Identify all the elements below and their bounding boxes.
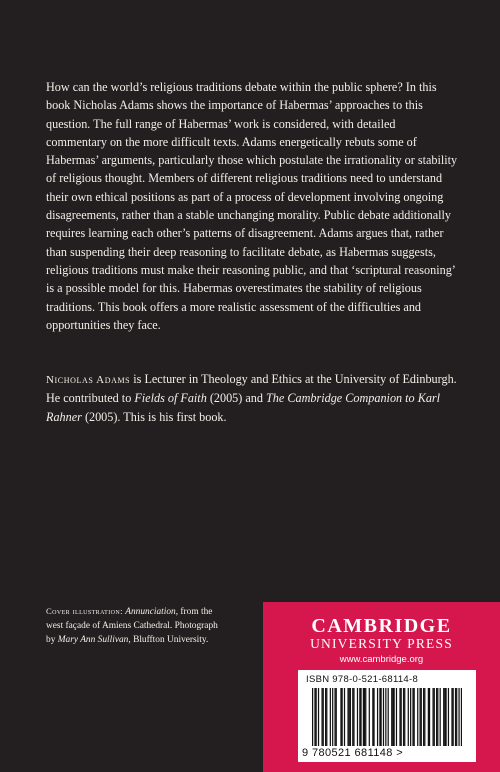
cover-illustration-credit: [46, 604, 226, 647]
barcode-bar: [423, 688, 424, 746]
barcode-bar: [365, 688, 366, 746]
author-work-2: The Cambridge Companion to Karl Rahner: [46, 391, 441, 424]
barcode-bar: [391, 688, 392, 746]
barcode-bar: [455, 688, 456, 746]
barcode-bar: [437, 688, 438, 746]
publisher-press: UNIVERSITY PRESS: [310, 636, 453, 651]
barcode-box: [298, 670, 476, 762]
barcode-bar: [372, 688, 373, 746]
credit-text-1: , from the west façade of Amiens Cathedral. Photograph by: [46, 607, 218, 645]
barcode-bar: [421, 688, 422, 746]
barcode-bar: [412, 688, 413, 746]
barcode-bar: [404, 688, 405, 746]
barcode-bar: [394, 688, 395, 746]
barcode-bar: [373, 688, 374, 746]
author-bio: [46, 370, 458, 426]
barcode-bar: [325, 688, 326, 746]
barcode-bar: [448, 688, 449, 746]
barcode-bar: [379, 688, 380, 746]
barcode-bar: [314, 688, 315, 746]
barcode-bar: [357, 688, 358, 746]
author-name: Nicholas Adams: [46, 374, 131, 386]
barcode-bar: [353, 688, 354, 746]
barcode-bar: [396, 688, 397, 746]
credit-label: Cover illustration:: [46, 606, 123, 616]
barcode-bar: [392, 688, 393, 746]
barcode-bar: [321, 688, 322, 746]
barcode-bar: [410, 688, 411, 746]
barcode-bar: [359, 688, 360, 746]
barcode-bar: [383, 688, 384, 746]
barcode-bar: [340, 688, 341, 746]
barcode-bar: [344, 688, 345, 746]
barcode-bar: [434, 688, 435, 746]
barcode-bar: [432, 688, 433, 746]
author-work-1: Fields of Faith: [134, 391, 207, 406]
barcode-bar: [429, 688, 430, 746]
barcode-bar: [326, 688, 327, 746]
barcode-bar: [408, 688, 409, 746]
barcode-bar: [444, 688, 445, 746]
barcode-bar: [332, 688, 333, 746]
barcode-bar: [436, 688, 437, 746]
barcode-bar: [424, 688, 425, 746]
author-bio-text-3: (2005). This is his first book.: [81, 409, 227, 424]
publisher-name: CAMBRIDGE: [311, 615, 452, 637]
barcode-bar: [342, 688, 343, 746]
barcode-bar: [417, 688, 418, 746]
barcode-bar: [458, 688, 459, 746]
back-cover-blurb: How can the world’s religious traditions debate within the public sphere? In this book Nicholas Adams shows the importance of Habermas’ approaches to this question. The full range of Habermas’ work is considered, with detailed commentary on the more difficult texts. Adams energetically rebuts some of Habermas’ arguments, particularly those which postulate the irrationality or stability of religious thought. Members of different religious traditions need to understand their own ethical positions as part of a process of development involving ongoing disagreements, rather than a stable unchanging morality. Public debate additionally requires learning each other’s patterns of disagreement. Adams argues that, rather than suspending their deep reasoning to facilitate debate, as Habermas suggests, religious traditions must make their reasoning public, and that ‘scriptural reasoning’ is a possible model for this. Habermas overestimates the stability of religious traditions. This book offers a more realistic assessment of the difficulties and opportunities they face.: [46, 80, 458, 332]
barcode-bar: [363, 688, 364, 746]
barcode-bar: [399, 688, 400, 746]
barcode-bar: [352, 688, 353, 746]
barcode-bar: [349, 688, 350, 746]
barcode-bar: [403, 688, 404, 746]
barcode-bar: [377, 688, 378, 746]
barcode-bar: [414, 688, 415, 746]
barcode-bar: [350, 688, 351, 746]
barcode-bar: [381, 688, 382, 746]
barcode-bar: [347, 688, 348, 746]
barcode-bar: [401, 688, 402, 746]
barcode-bar: [318, 688, 319, 746]
publisher-url: www.cambridge.org: [339, 654, 424, 665]
barcode-bar: [385, 688, 386, 746]
barcode-bar: [456, 688, 457, 746]
barcode-bar: [312, 688, 313, 746]
barcode-bar: [461, 688, 462, 746]
barcode-bar: [360, 688, 361, 746]
barcode-bar: [440, 688, 441, 746]
barcode-bar: [453, 688, 454, 746]
barcode-bar: [330, 688, 331, 746]
barcode-bar: [316, 688, 317, 746]
credit-text-2: , Bluffton University.: [128, 635, 209, 645]
barcode-bar: [451, 688, 452, 746]
isbn-label: ISBN 978-0-521-68114-8: [306, 674, 419, 685]
barcode-bar: [323, 688, 324, 746]
author-bio-text-2: (2005) and: [206, 391, 267, 406]
credit-photographer: Mary Ann Sullivan: [57, 635, 129, 645]
barcode-digits: 9 780521 681148 >: [302, 747, 404, 759]
credit-title: Annunciation: [125, 607, 176, 617]
barcode-bar: [419, 688, 420, 746]
barcode-bar: [364, 688, 365, 746]
barcode-bar: [388, 688, 389, 746]
barcode-bar: [445, 688, 446, 746]
barcode-bar: [334, 688, 335, 746]
barcode-bar: [443, 688, 444, 746]
author-bio-text-1: is Lecturer in Theology and Ethics at the University of Edinburgh. He contributed to: [46, 372, 457, 406]
barcode-bar: [369, 688, 370, 746]
barcode-bar: [336, 688, 337, 746]
barcode-bars: [312, 688, 462, 748]
barcode-bar: [428, 688, 429, 746]
